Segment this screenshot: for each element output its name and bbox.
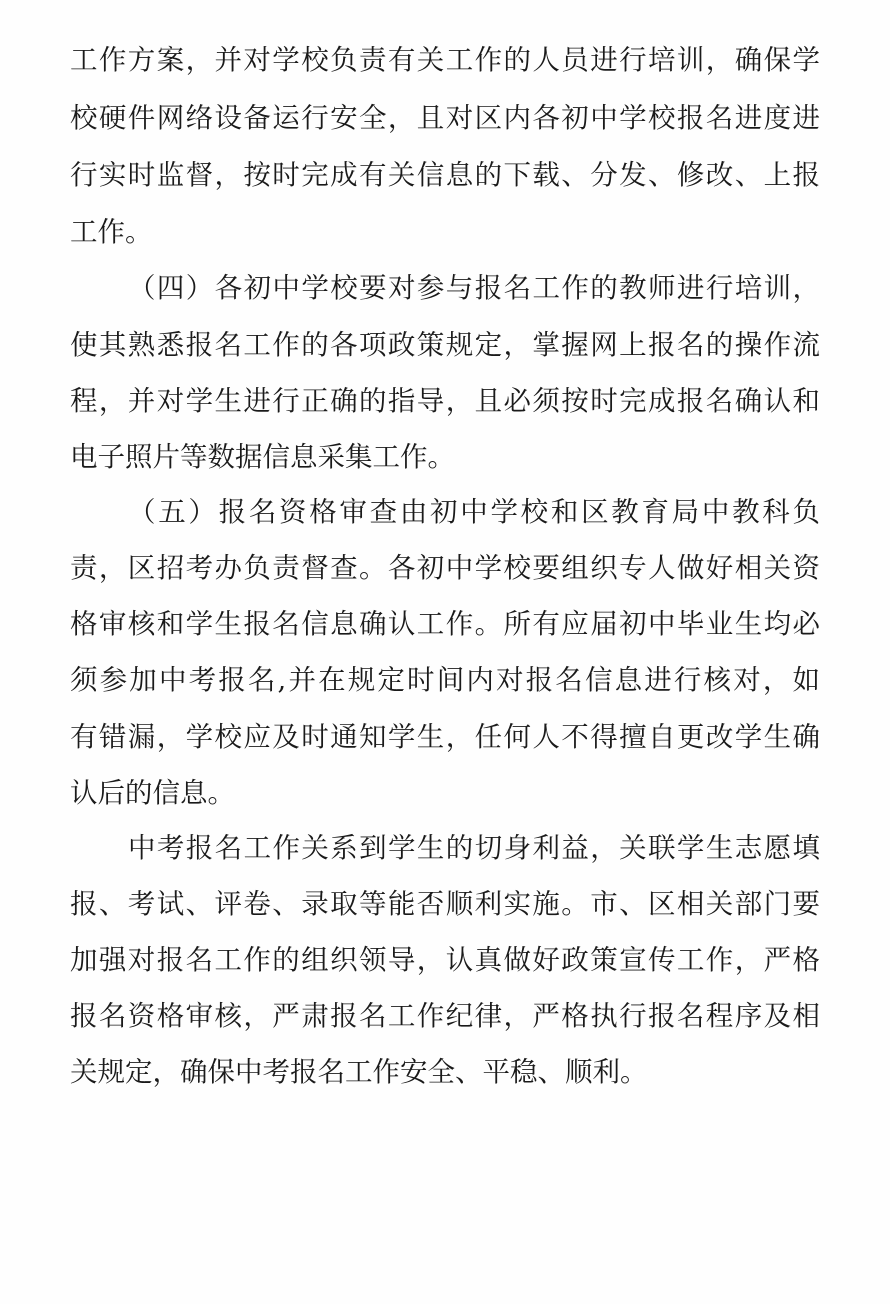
text-line: 有错漏，学校应及时通知学生，任何人不得擅自更改学生确 [70, 721, 820, 753]
text-line: 格审核和学生报名信息确认工作。所有应届初中毕业生均必 [70, 608, 820, 640]
text-line: 责，区招考办负责督查。各初中学校要组织专人做好相关资 [70, 552, 820, 584]
paragraph-start-line: 中考报名工作关系到学生的切身利益，关联学生志愿填 [128, 832, 820, 864]
text-line: 报名资格审核，严肃报名工作纪律，严格执行报名程序及相 [70, 1000, 820, 1032]
text-line: 须参加中考报名,并在规定时间内对报名信息进行核对，如 [70, 664, 820, 696]
text-line: 程，并对学生进行正确的指导，且必须按时完成报名确认和 [70, 385, 820, 417]
text-line: 加强对报名工作的组织领导，认真做好政策宣传工作，严格 [70, 944, 820, 976]
text-line: 使其熟悉报名工作的各项政策规定，掌握网上报名的操作流 [70, 329, 820, 361]
paragraph-start-line: （五）报名资格审查由初中学校和区教育局中教科负 [128, 496, 820, 528]
text-line: 工作。 [70, 216, 153, 248]
text-line: 校硬件网络设备运行安全，且对区内各初中学校报名进度进 [70, 102, 820, 134]
text-line: 关规定，确保中考报名工作安全、平稳、顺利。 [70, 1056, 648, 1088]
text-line: 报、考试、评卷、录取等能否顺利实施。市、区相关部门要 [70, 888, 820, 920]
text-line: 行实时监督，按时完成有关信息的下载、分发、修改、上报 [70, 159, 820, 191]
text-line: 认后的信息。 [70, 777, 235, 809]
paragraph-start-line: （四）各初中学校要对参与报名工作的教师进行培训， [128, 272, 820, 304]
text-line: 电子照片等数据信息采集工作。 [70, 441, 455, 473]
text-line: 工作方案，并对学校负责有关工作的人员进行培训，确保学 [70, 44, 820, 76]
